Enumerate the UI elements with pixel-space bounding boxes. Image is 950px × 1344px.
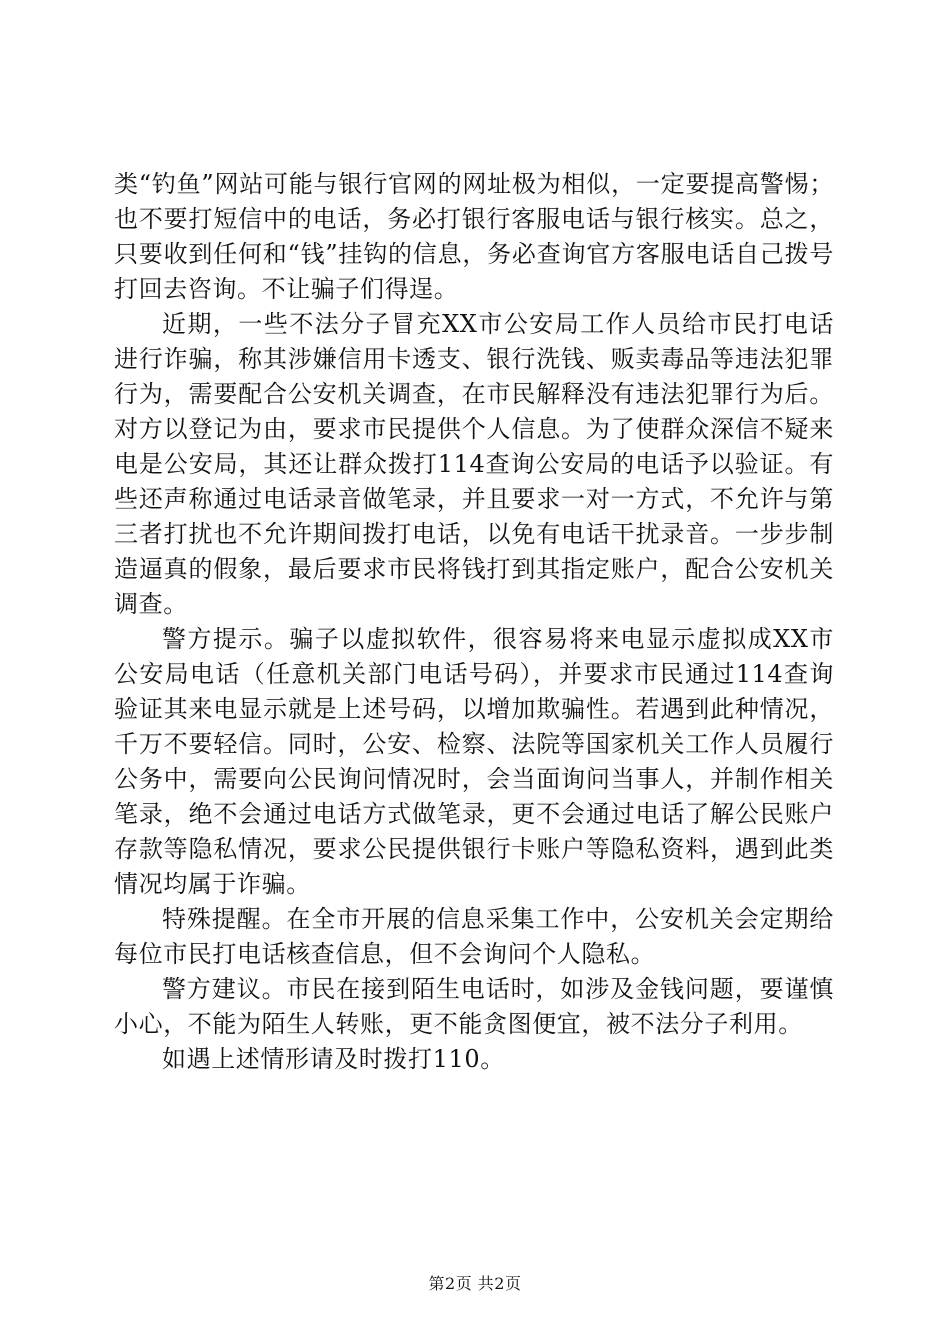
paragraph-3: 警方提示。骗子以虚拟软件，很容易将来电显示虚拟成XX市公安局电话（任意机关部门电话号码），并要求市民通过114查询验证其来电显示就是上述号码，以增加欺骗性。若遇到此种情况，千万不要轻信。同时，公安、检察、法院等国家机关工作人员履行公务中，需要向公民询问情况时，会当面询问当事人，并制作相关笔录，绝不会通过电话方式做笔录，更不会通过电话了解公民账户存款等隐私情况，要求公民提供银行卡账户等隐私资料，遇到此类情况均属于诈骗。 — [114, 625, 834, 898]
paragraph-1: 类“钓鱼”网站可能与银行官网的网址极为相似，一定要提高警惕；也不要打短信中的电话，务必打银行客服电话与银行核实。总之，只要收到任何和“钱”挂钩的信息，务必查询官方客服电话自己拨号打回去咨询。不让骗子们得逞。 — [114, 170, 834, 303]
paragraph-5: 警方建议。市民在接到陌生电话时，如涉及金钱问题，要谨慎小心，不能为陌生人转账，更不能贪图便宜，被不法分子利用。 — [114, 975, 834, 1038]
page-footer: 第2页 共2页 — [428, 1274, 522, 1293]
paragraph-6: 如遇上述情形请及时拨打110。 — [162, 1045, 505, 1073]
paragraph-4: 特殊提醒。在全市开展的信息采集工作中，公安机关会定期给每位市民打电话核查信息，但不会询问个人隐私。 — [114, 905, 834, 968]
document-body — [114, 167, 834, 1077]
paragraph-2: 近期，一些不法分子冒充XX市公安局工作人员给市民打电话进行诈骗，称其涉嫌信用卡透支、银行洗钱、贩卖毒品等违法犯罪行为，需要配合公安机关调查，在市民解释没有违法犯罪行为后。对方以登记为由，要求市民提供个人信息。为了使群众深信不疑来电是公安局，其还让群众拨打114查询公安局的电话予以验证。有些还声称通过电话录音做笔录，并且要求一对一方式，不允许与第三者打扰也不允许期间拨打电话，以免有电话干扰录音。一步步制造逼真的假象，最后要求市民将钱打到其指定账户，配合公安机关调查。 — [114, 310, 834, 618]
